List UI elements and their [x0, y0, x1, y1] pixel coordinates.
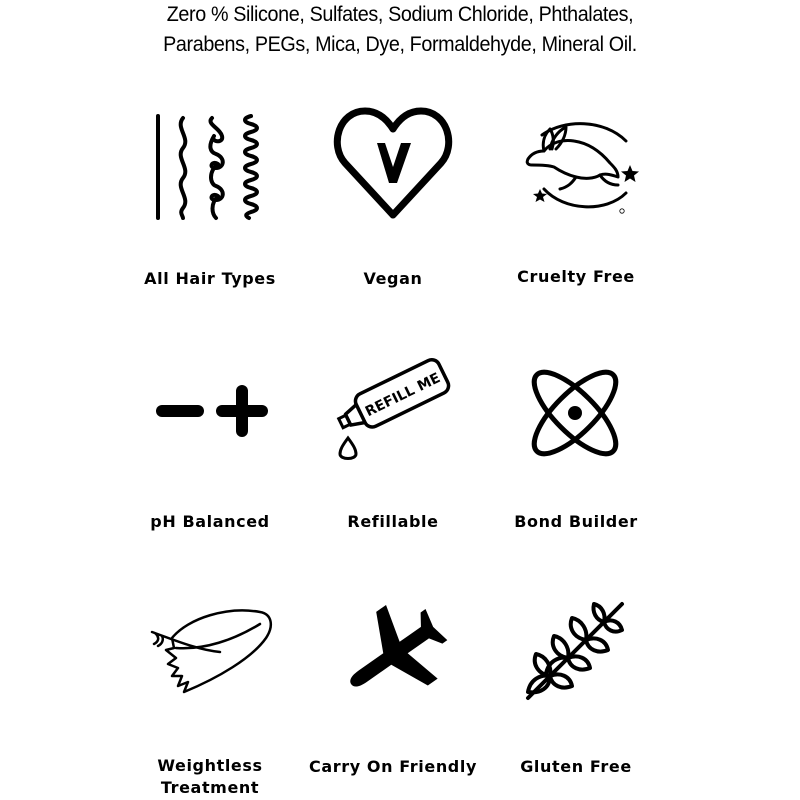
badge-label: pH Balanced — [150, 512, 270, 531]
ingredients-line-2: Parabens, PEGs, Mica, Dye, Formaldehyde, Mineral Oil. — [163, 33, 637, 56]
badge-label-line-1: Weightless — [157, 756, 263, 775]
badge-label: Vegan — [363, 269, 423, 288]
badge-label-line-2: Treatment — [160, 778, 260, 797]
refill-me-text: REFILL ME — [362, 370, 443, 421]
leaping-bunny-icon — [514, 115, 644, 225]
badge-bond-builder — [446, 355, 706, 545]
badge-label: All Hair Types — [144, 269, 276, 288]
badge-label: Bond Builder — [514, 512, 638, 531]
vegan-heart-icon — [333, 105, 453, 223]
ingredients-statement — [0, 0, 800, 60]
badge-label: Cruelty Free — [517, 267, 635, 286]
minus-plus-icon — [152, 383, 272, 439]
airplane-icon — [338, 600, 448, 710]
badge-label: Gluten Free — [520, 757, 632, 776]
badge-label: Carry On Friendly — [309, 757, 477, 776]
badge-label: Refillable — [347, 512, 439, 531]
badge-cruelty-free — [446, 110, 706, 300]
hair-types-icon — [150, 110, 270, 225]
refill-tube-icon — [328, 350, 458, 468]
atom-icon — [522, 360, 628, 466]
wheat-icon — [522, 600, 632, 704]
feather-icon — [148, 606, 278, 702]
ingredients-line-1: Zero % Silicone, Sulfates, Sodium Chloride, Phthalates, — [166, 3, 634, 26]
badge-gluten-free — [446, 600, 706, 790]
